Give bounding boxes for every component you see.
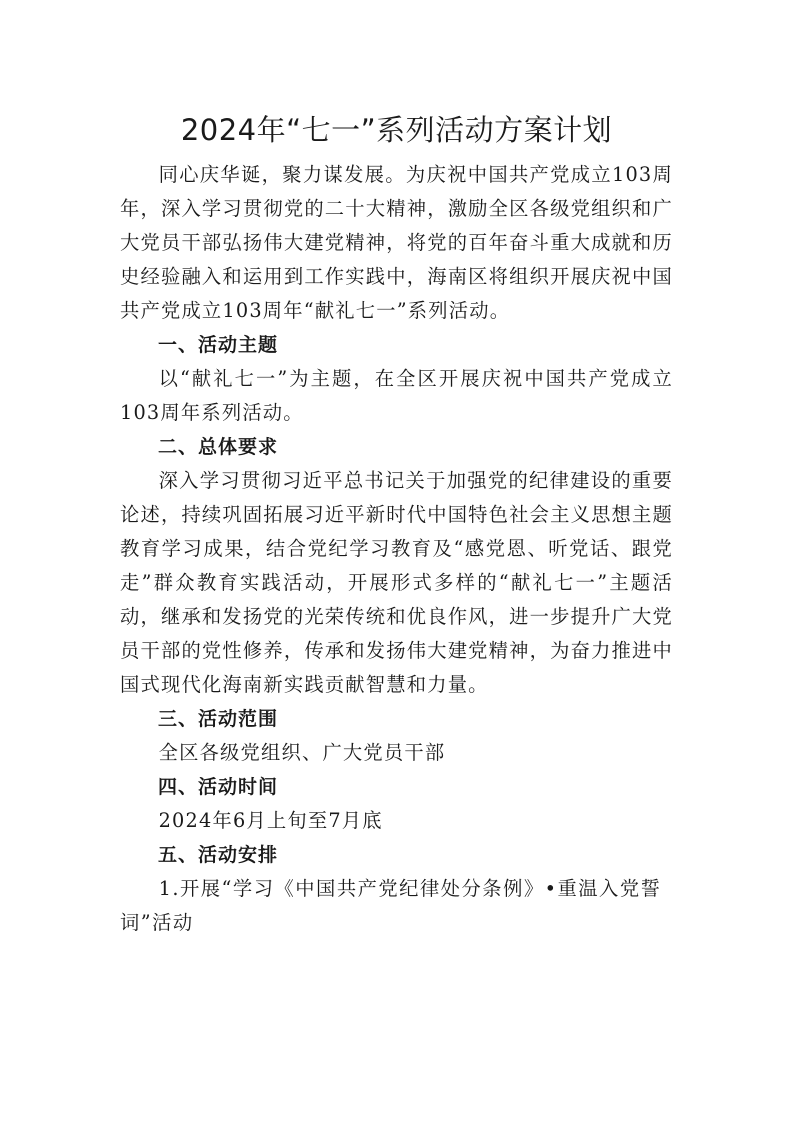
section-text-time: 2024年6月上旬至7月底 (158, 809, 383, 832)
section-heading-theme: 一、活动主题 (158, 334, 279, 356)
section-heading-arrangement: 五、活动安排 (158, 844, 279, 866)
section-heading-requirements: 二、总体要求 (158, 436, 279, 458)
section-text-theme: 以“献礼七一”为主题，在全区开展庆祝中国共产党成立103周年系列活动。 (120, 367, 673, 424)
section-heading-time: 四、活动时间 (158, 776, 279, 798)
intro-paragraph: 同心庆华诞，聚力谋发展。为庆祝中国共产党成立103周年，深入学习贯彻党的二十大精神，激励全区各级党组织和广大党员干部弘扬伟大建党精神，将党的百年奋斗重大成就和历史经验融入和运用到工作实践中，海南区将组织开展庆祝中国共产党成立103周年“献礼七一”系列活动。 (120, 163, 673, 322)
section-text-requirements: 深入学习贯彻习近平总书记关于加强党的纪律建设的重要论述，持续巩固拓展习近平新时代中国特色社会主义思想主题教育学习成果，结合党纪学习教育及“感党恩、听党话、跟党走”群众教育实践活动，开展形式多样的“献礼七一”主题活动，继承和发扬党的光荣传统和优良作风，进一步提升广大党员干部的党性修养，传承和发扬伟大建党精神，为奋力推进中国式现代化海南新实践贡献智慧和力量。 (120, 469, 673, 696)
document-body (120, 158, 673, 940)
section-text-scope: 全区各级党组织、广大党员干部 (158, 741, 446, 764)
document-title: 2024年“七一”系列活动方案计划 (180, 113, 613, 147)
arrangement-item-1: 1.开展“学习《中国共产党纪律处分条例》•重温入党誓词”活动 (120, 877, 662, 934)
section-heading-scope: 三、活动范围 (158, 708, 279, 730)
